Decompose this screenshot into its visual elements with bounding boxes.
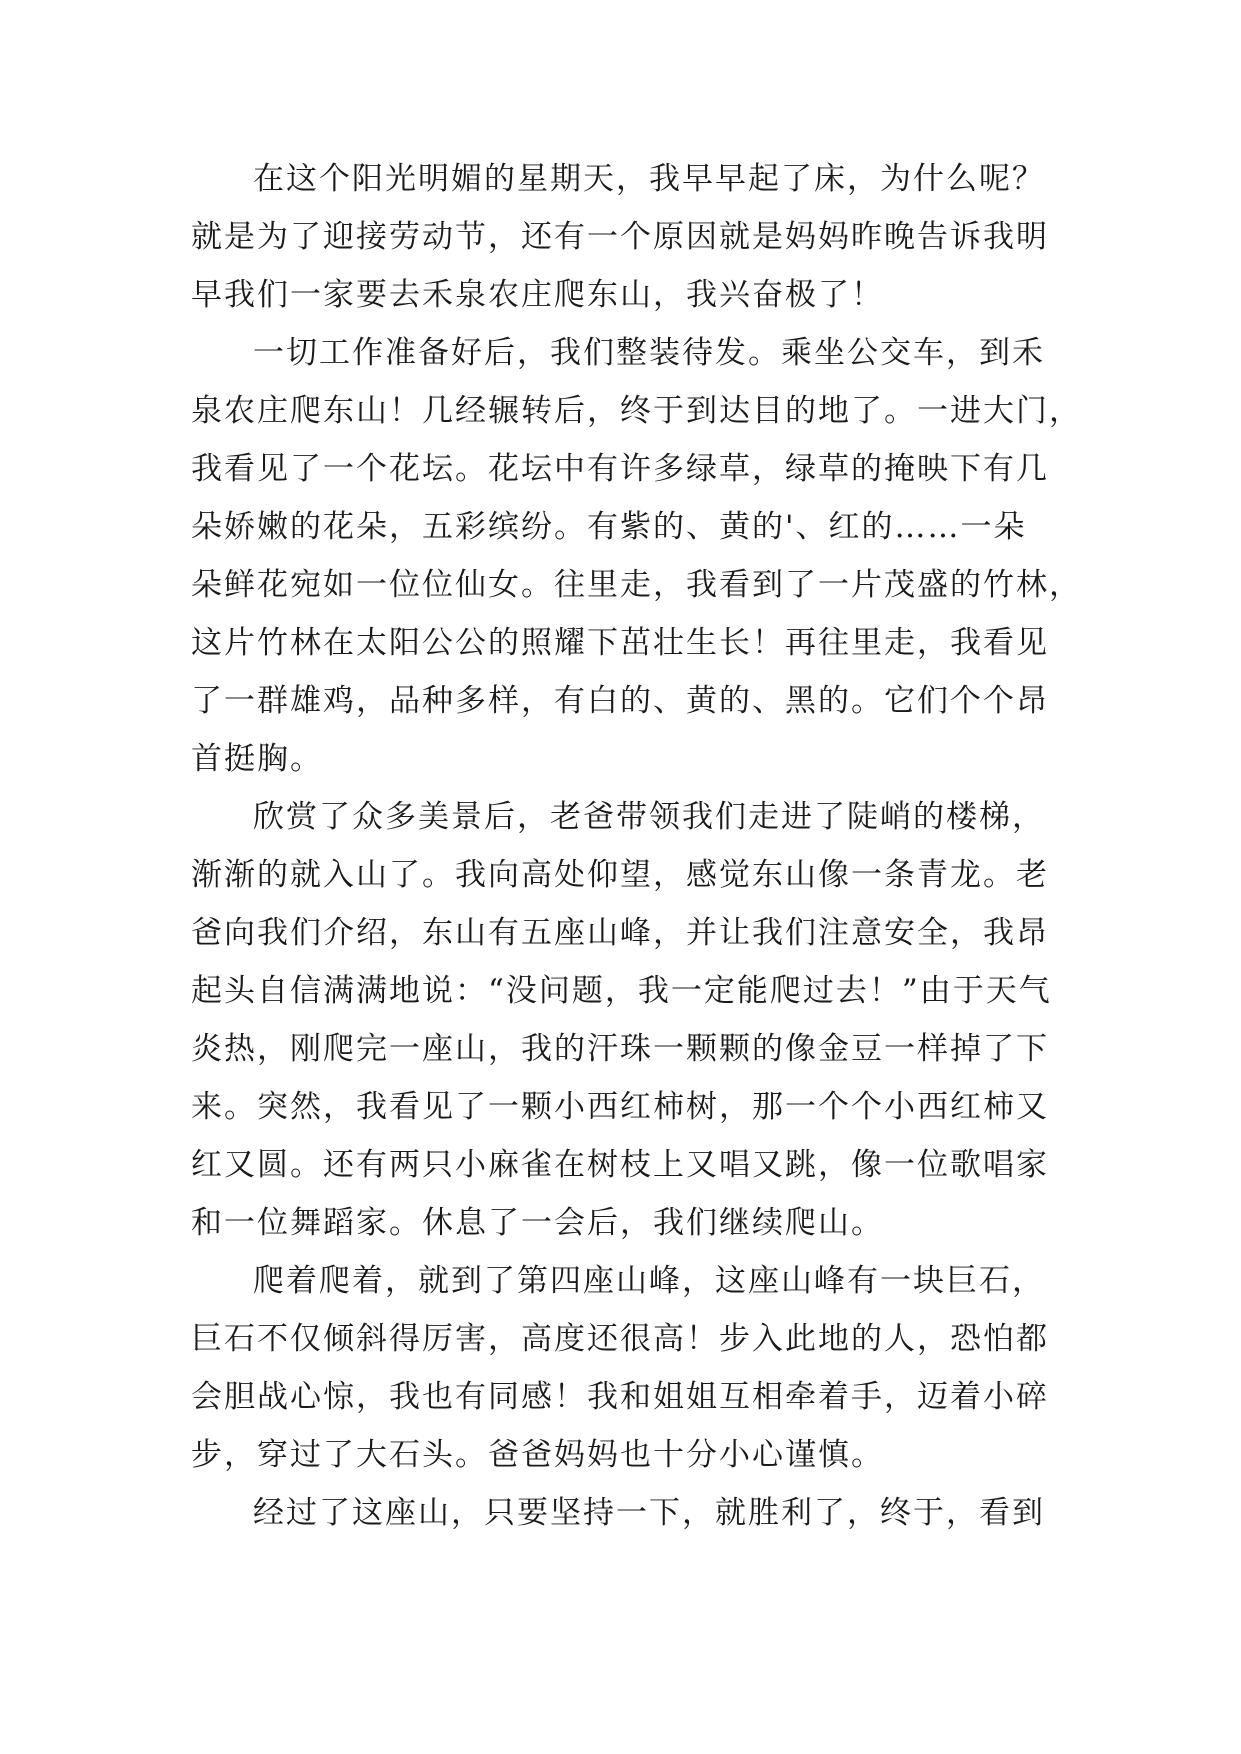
text-line: 我看见了一个花坛。花坛中有许多绿草，绿草的掩映下有几 <box>191 451 1049 487</box>
text-line: 爸向我们介绍，东山有五座山峰，并让我们注意安全，我昂 <box>191 915 1049 951</box>
text-line: 来。突然，我看见了一颗小西红柿树，那一个个小西红柿又 <box>191 1089 1049 1125</box>
text-line: 炎热，刚爬完一座山，我的汗珠一颗颗的像金豆一样掉了下 <box>191 1031 1049 1067</box>
essay-body <box>191 150 1082 1542</box>
text-line: 在这个阳光明媚的星期天，我早早起了床，为什么呢？ <box>253 161 1045 197</box>
text-line: 泉农庄爬东山！几经辗转后，终于到达目的地了。一进大门， <box>191 393 1082 429</box>
text-line: 起头自信满满地说：“没问题，我一定能爬过去！”由于天气 <box>191 973 1052 1009</box>
text-line: 欣赏了众多美景后，老爸带领我们走进了陡峭的楼梯， <box>253 799 1045 835</box>
text-line: 红又圆。还有两只小麻雀在树枝上又唱又跳，像一位歌唱家 <box>191 1147 1049 1183</box>
paragraph-4 <box>191 1252 1071 1484</box>
text-line: 和一位舞蹈家。休息了一会后，我们继续爬山。 <box>191 1205 884 1241</box>
text-line: 朵鲜花宛如一位位仙女。往里走，我看到了一片茂盛的竹林， <box>191 567 1082 603</box>
paragraph-2 <box>191 324 1082 788</box>
text-line: 这片竹林在太阳公公的照耀下茁壮生长！再往里走，我看见 <box>191 625 1049 661</box>
text-line: 会胆战心惊，我也有同感！我和姐姐互相牵着手，迈着小碎 <box>191 1379 1049 1415</box>
text-line: 首挺胸。 <box>191 741 323 777</box>
text-line: 步，穿过了大石头。爸爸妈妈也十分小心谨慎。 <box>191 1437 884 1473</box>
text-line: 就是为了迎接劳动节，还有一个原因就是妈妈昨晚告诉我明 <box>191 219 1049 255</box>
paragraph-1 <box>191 150 1071 324</box>
paragraph-5 <box>191 1484 1071 1542</box>
text-line: 朵娇嫩的花朵，五彩缤纷。有紫的、黄的'、红的……一朵 <box>191 509 1027 545</box>
paragraph-3 <box>191 788 1071 1252</box>
text-line: 了一群雄鸡，品种多样，有白的、黄的、黑的。它们个个昂 <box>191 683 1049 719</box>
text-line: 渐渐的就入山了。我向高处仰望，感觉东山像一条青龙。老 <box>191 857 1049 893</box>
text-line: 一切工作准备好后，我们整装待发。乘坐公交车，到禾 <box>253 335 1045 371</box>
text-line: 爬着爬着，就到了第四座山峰，这座山峰有一块巨石， <box>253 1263 1045 1299</box>
text-line: 经过了这座山，只要坚持一下，就胜利了，终于，看到 <box>253 1495 1045 1531</box>
text-line: 早我们一家要去禾泉农庄爬东山，我兴奋极了！ <box>191 277 884 313</box>
text-line: 巨石不仅倾斜得厉害，高度还很高！步入此地的人，恐怕都 <box>191 1321 1049 1357</box>
